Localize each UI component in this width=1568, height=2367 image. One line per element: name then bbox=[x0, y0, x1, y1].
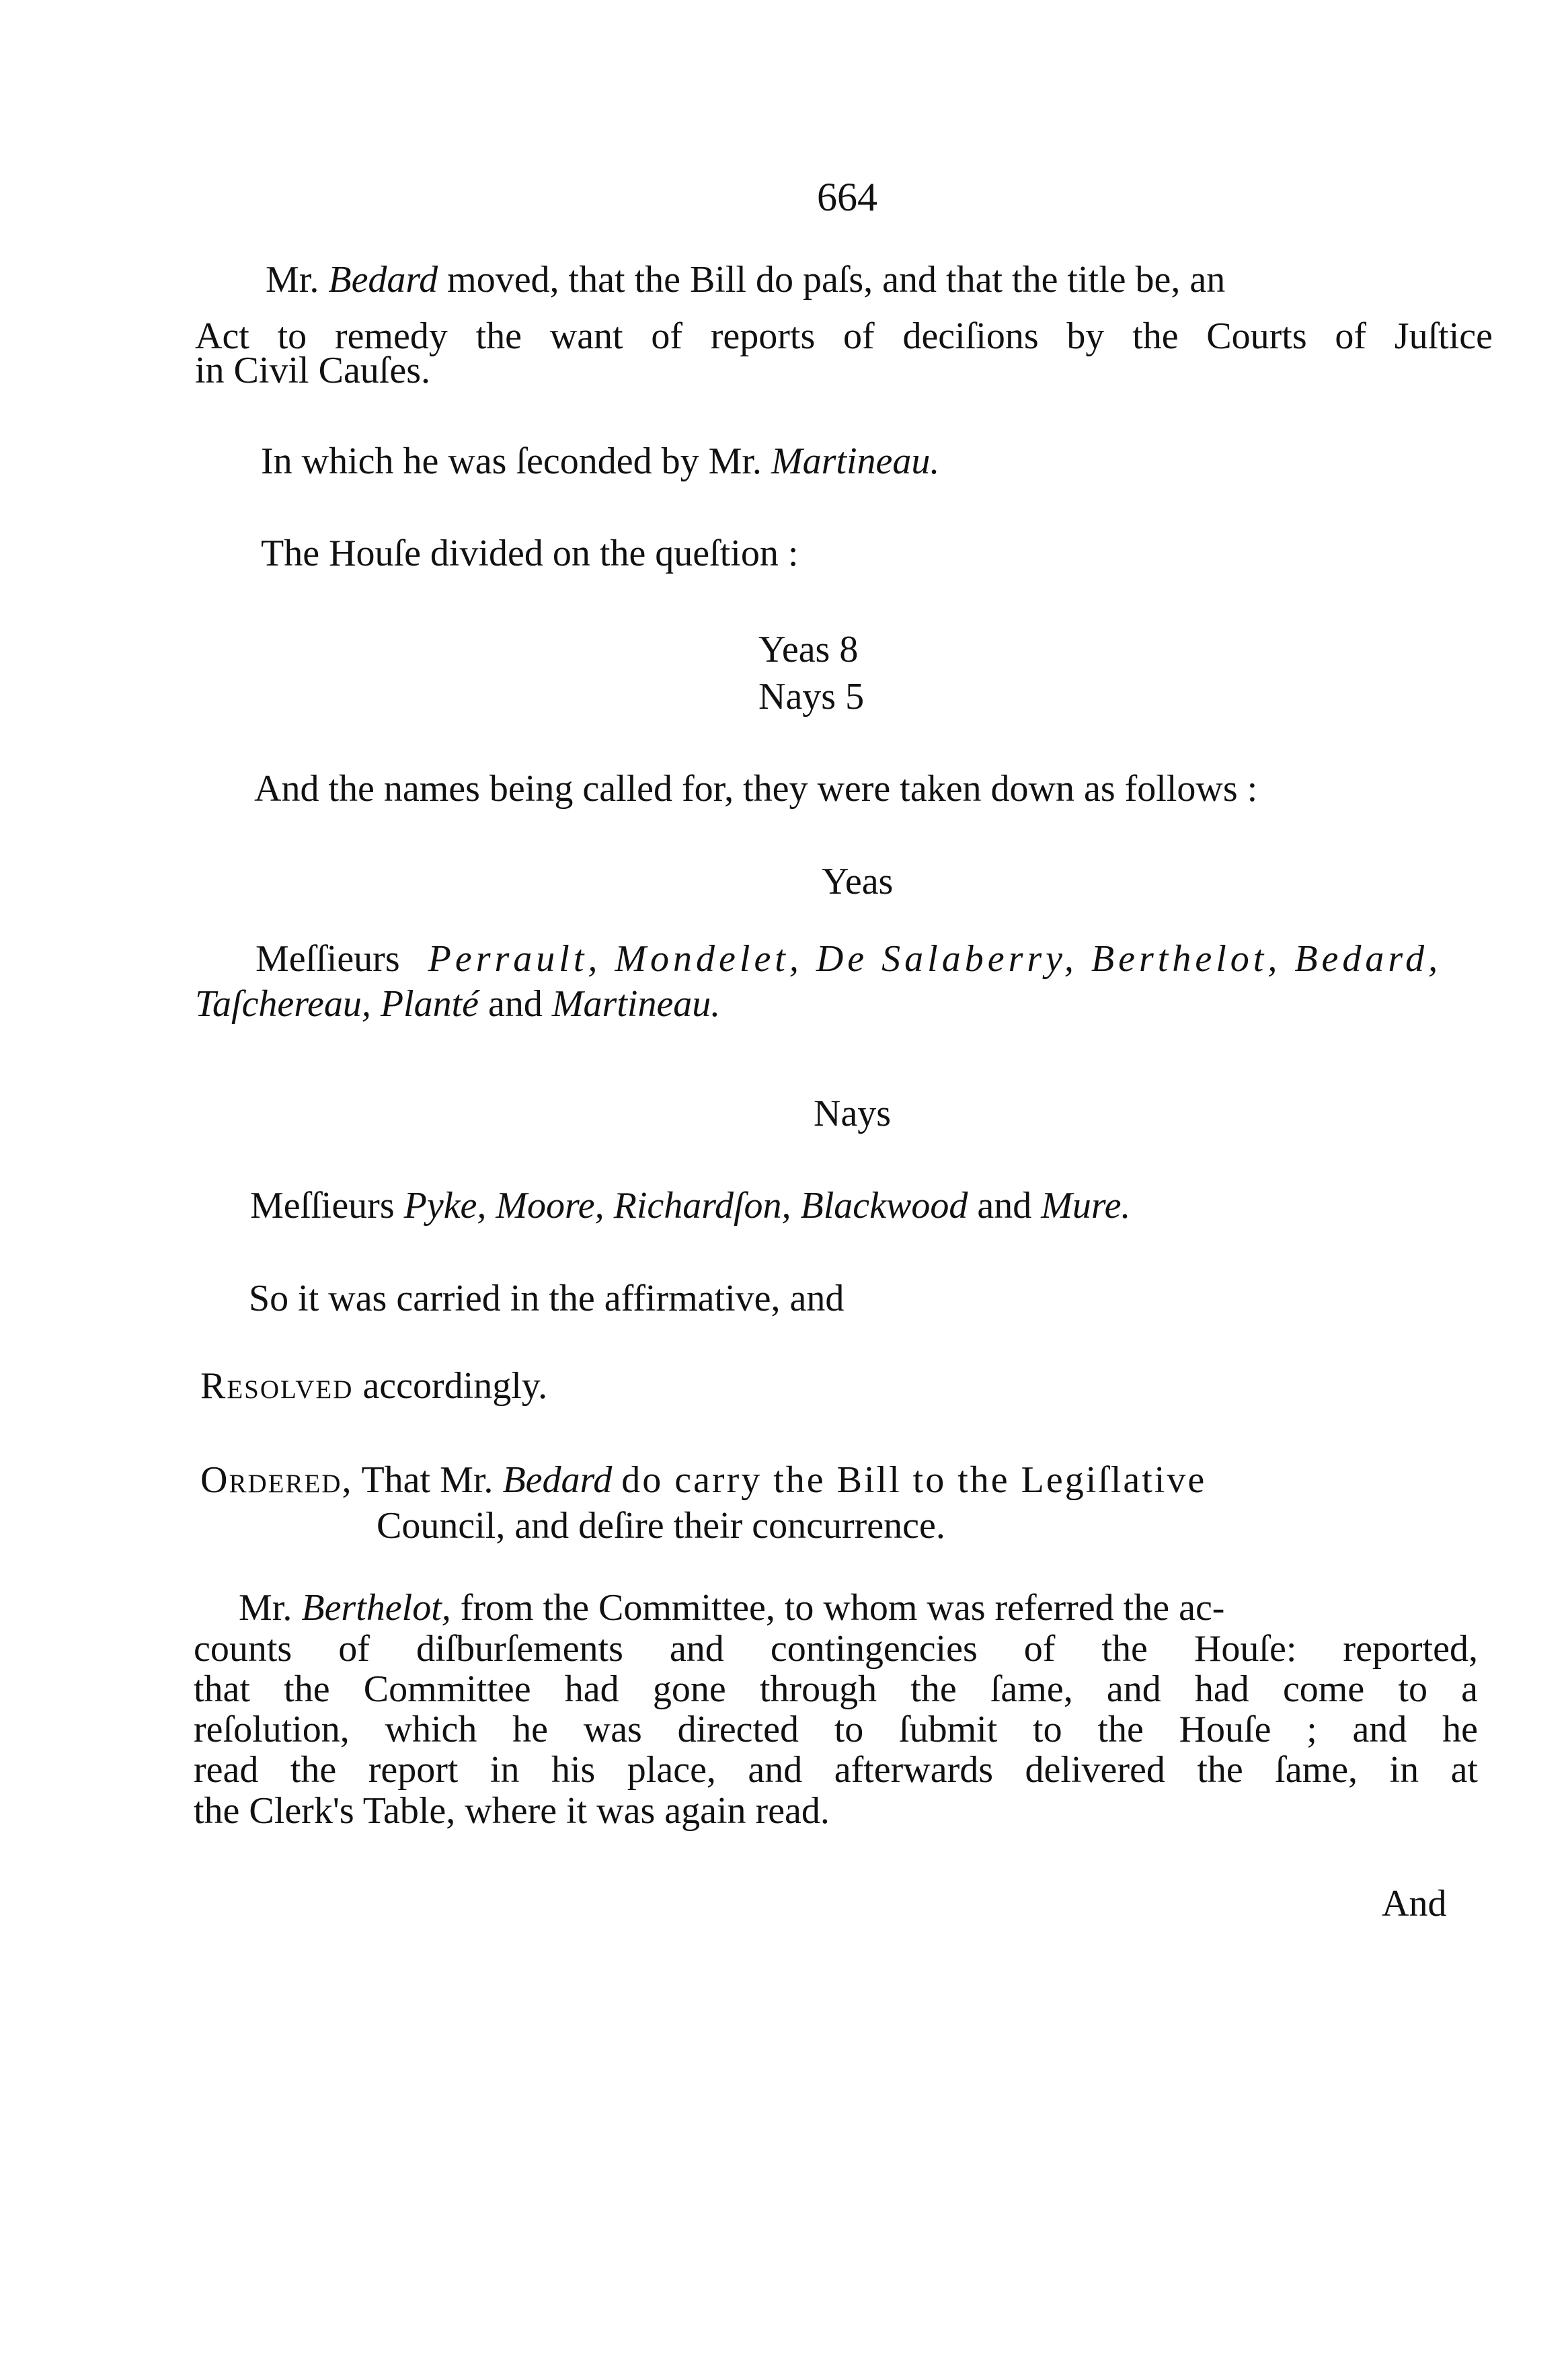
yeas-list-line-1 bbox=[256, 938, 1442, 980]
report-line-5: read the report in his place, and afterwards delivered the ſame, in at bbox=[194, 1749, 1478, 1791]
resolved-line bbox=[200, 1365, 547, 1407]
yeas-list-line-2 bbox=[195, 983, 720, 1025]
report-line-4: reſolution, which he was directed to ſubmit to the Houſe ; and he bbox=[194, 1709, 1478, 1750]
seconded-text: In which he was ſeconded by Mr. bbox=[261, 440, 762, 482]
motion-line-1-text: moved, that the Bill do paſs, and that the title be, an bbox=[447, 259, 1226, 301]
tally-nays: Nays 5 bbox=[758, 676, 865, 717]
report-line-1 bbox=[239, 1587, 1224, 1629]
ordered-line-2: Council, and deſire their concurrence. bbox=[377, 1505, 945, 1547]
tally-yeas: Yeas 8 bbox=[758, 629, 859, 670]
nays-prefix: Meſſieurs bbox=[250, 1185, 395, 1227]
seconded-line bbox=[261, 440, 939, 482]
yeas-names-2b: Martineau. bbox=[551, 983, 721, 1025]
report-line-3: that the Committee had gone through the ſame, and had come to a bbox=[194, 1668, 1478, 1710]
yeas-names-1: Perrault, Mondelet, De Salaberry, Berthelot, Bedard, bbox=[428, 938, 1442, 980]
nays-names-b: Mure. bbox=[1041, 1185, 1131, 1227]
motion-line-3: in Civil Cauſes. bbox=[195, 350, 430, 391]
nays-names-a: Pyke, Moore, Richardſon, Blackwood bbox=[403, 1185, 968, 1227]
nays-heading: Nays bbox=[814, 1093, 892, 1134]
motion-line-2: Act to remedy the want of reports of deciſions by the Courts of Juſtice bbox=[195, 315, 1493, 357]
yeas-names-2a: Taſchereau, Planté bbox=[195, 983, 479, 1025]
report-line-1-text: from the Committee, to whom was referred the ac- bbox=[460, 1587, 1225, 1629]
report-mr: Mr. bbox=[239, 1587, 292, 1629]
motion-mr: Mr. bbox=[266, 259, 319, 301]
ordered-line-1 bbox=[200, 1459, 1206, 1501]
catchword: And bbox=[1382, 1883, 1447, 1925]
division-intro: The Houſe divided on the queſtion : bbox=[261, 533, 799, 574]
report-line-6: the Clerk's Table, where it was again read. bbox=[194, 1790, 830, 1832]
carried-line: So it was carried in the affirmative, and bbox=[249, 1278, 845, 1319]
resolved-text: accordingly. bbox=[362, 1365, 548, 1407]
yeas-and: and bbox=[488, 983, 543, 1025]
names-called-line: And the names being called for, they were taken down as follows : bbox=[254, 768, 1258, 810]
ordered-text-a: That Mr. bbox=[361, 1459, 494, 1501]
ordered-name: Bedard bbox=[502, 1459, 613, 1501]
yeas-prefix: Meſſieurs bbox=[256, 938, 400, 980]
motion-line-1 bbox=[266, 259, 1225, 301]
page-number: 664 bbox=[817, 175, 877, 219]
ordered-text-b: do carry the Bill to the Legiſlative bbox=[621, 1459, 1207, 1501]
motion-mover-name: Bedard bbox=[328, 259, 438, 301]
report-name: Berthelot, bbox=[301, 1587, 451, 1629]
seconded-name: Martineau. bbox=[771, 440, 940, 482]
yeas-heading: Yeas bbox=[822, 861, 894, 902]
resolved-label: Resolved bbox=[200, 1365, 354, 1407]
report-line-2: counts of diſburſements and contingencies of the Houſe: reported, bbox=[194, 1628, 1478, 1670]
ordered-label: Ordered, bbox=[200, 1459, 353, 1501]
nays-list-line bbox=[250, 1185, 1130, 1227]
nays-and: and bbox=[977, 1185, 1032, 1227]
